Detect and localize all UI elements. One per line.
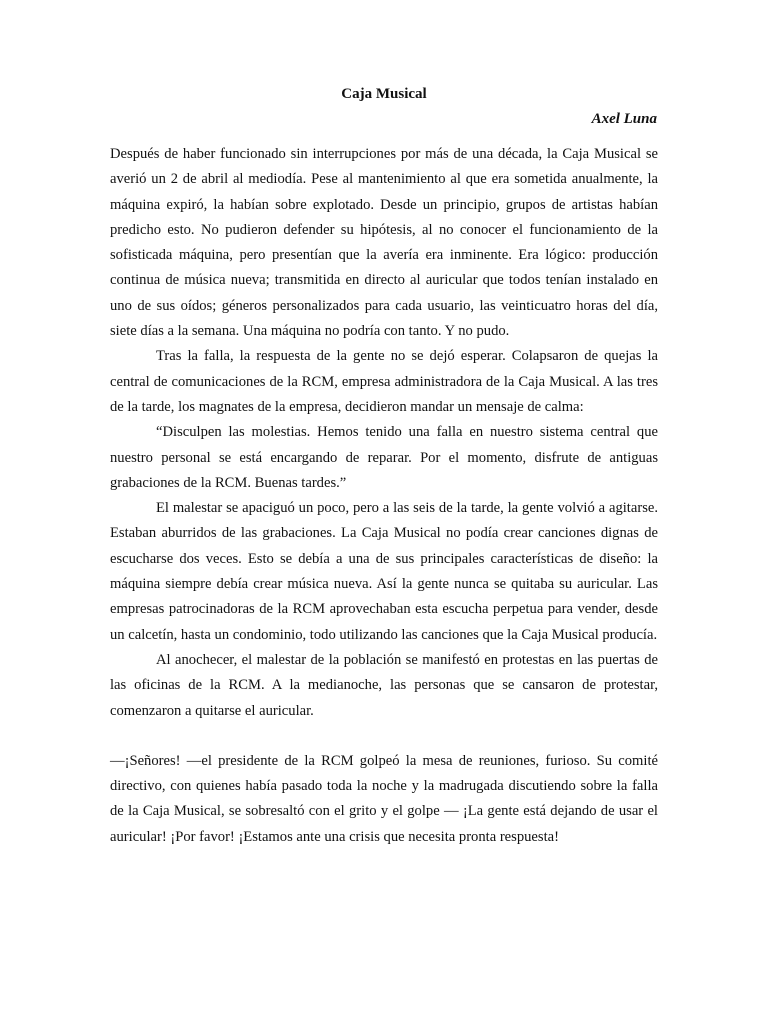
paragraph-1: Después de haber funcionado sin interrupciones por más de una década, la Caja Musical se averió un 2 de abril al mediodía. Pese al mantenimiento al que era sometida anualmente, la máquina expiró, la habían sobre explotado. Desde un principio, grupos de artistas habían predicho esto. No pudieron defender su hipótesis, al no conocer el funcionamiento de la sofisticada máquina, pero presentían que la avería era inminente. Era lógico: producción continua de música nueva; transmitida en directo al auricular que todos tenían instalado en uno de sus oídos; géneros personalizados para cada usuario, las veinticuatro horas del día, siete días a la semana. Una máquina no podría con tanto. Y no pudo. [110, 146, 658, 340]
document-body [110, 142, 658, 850]
document-title: Caja Musical [341, 86, 427, 102]
paragraph-2: Tras la falla, la respuesta de la gente no se dejó esperar. Colapsaron de quejas la central de comunicaciones de la RCM, empresa administradora de la Caja Musical. A las tres de la tarde, los magnates de la empresa, decidieron mandar un mensaje de calma: [110, 348, 658, 415]
paragraph-6-dialogue: —¡Señores! —el presidente de la RCM golpeó la mesa de reuniones, furioso. Su comité directivo, con quienes había pasado toda la noche y la madrugada discutiendo sobre la falla de la Caja Musical, se sobresaltó con el grito y el golpe — ¡La gente está dejando de usar el auricular! ¡Por favor! ¡Estamos ante una crisis que necesita pronta respuesta! [110, 752, 658, 845]
paragraph-3-quote: “Disculpen las molestias. Hemos tenido una falla en nuestro sistema central que nuestro personal se está encargando de reparar. Por el momento, disfrute de antiguas grabaciones de la RCM. Buenas tardes.” [110, 424, 658, 491]
paragraph-4: El malestar se apaciguó un poco, pero a las seis de la tarde, la gente volvió a agitarse. Estaban aburridos de las grabaciones. La Caja Musical no podía crear canciones dignas de escucharse dos veces. Esto se debía a una de sus principales características de diseño: la máquina siempre debía crear música nueva. Así la gente nunca se quitaba su auricular. Las empresas patrocinadoras de la RCM aprovechaban esta escucha perpetua para vender, desde un calcetín, hasta un condominio, todo utilizando las canciones que la Caja Musical producía. [110, 500, 658, 643]
paragraph-5: Al anochecer, el malestar de la población se manifestó en protestas en las puertas de las oficinas de la RCM. A la medianoche, las personas que se cansaron de protestar, comenzaron a quitarse el auricular. [110, 651, 658, 719]
document-author: Axel Luna [591, 111, 657, 127]
